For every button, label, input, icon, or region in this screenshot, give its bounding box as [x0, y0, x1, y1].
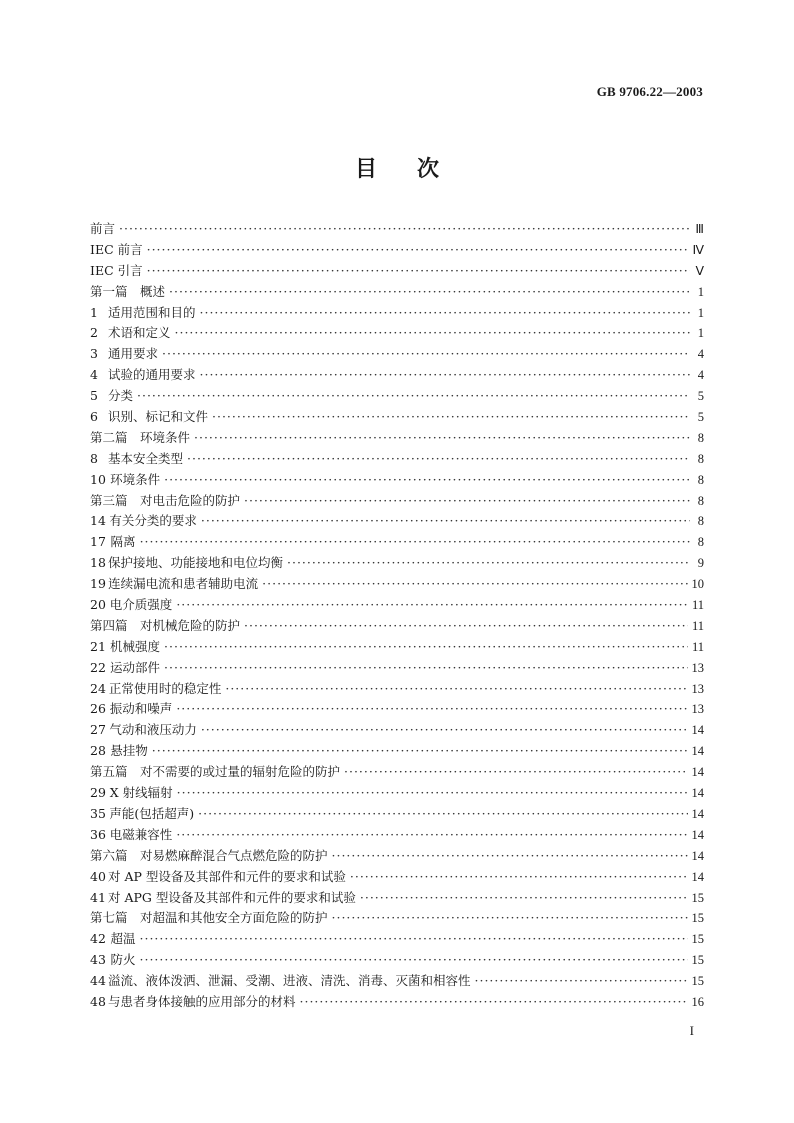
toc-entry[interactable]: [90, 762, 704, 783]
toc-entry-page: 15: [691, 974, 704, 989]
toc-leader-dots: [164, 637, 688, 658]
toc-entry-title: 连续漏电流和患者辅助电流: [108, 576, 259, 592]
toc-leader-dots: [152, 741, 688, 762]
toc-entry-page: 1: [697, 305, 704, 320]
toc-leader-dots: [119, 219, 690, 240]
toc-entry-page: 10: [691, 577, 704, 592]
toc-leader-dots: [175, 323, 690, 344]
toc-entry-page: 15: [691, 953, 704, 968]
table-of-contents: [90, 219, 704, 1013]
toc-entry-title: 气动和液压动力: [109, 722, 197, 738]
toc-entry-page: 8: [697, 535, 704, 550]
toc-entry-number: 14: [90, 513, 106, 529]
toc-leader-dots: [187, 449, 690, 470]
toc-leader-dots: [162, 344, 690, 365]
toc-entry-page: 9: [697, 556, 704, 571]
toc-entry-title: 有关分类的要求: [109, 513, 197, 529]
toc-entry-number: 19: [90, 576, 106, 592]
toc-entry-number: 24: [90, 680, 106, 696]
toc-entry-page: 8: [697, 493, 704, 508]
toc-entry-title: 适用范围和目的: [108, 304, 196, 320]
toc-entry[interactable]: [90, 992, 704, 1013]
toc-entry[interactable]: [90, 679, 704, 700]
toc-leader-dots: [147, 261, 690, 282]
toc-leader-dots: [225, 679, 687, 700]
toc-leader-dots: [300, 992, 688, 1013]
toc-entry-title: 对 AP 型设备及其部件和元件的要求和试验: [108, 868, 346, 884]
toc-entry[interactable]: [90, 846, 704, 867]
toc-entry-number: 1: [90, 304, 98, 320]
toc-entry-page: 14: [691, 806, 704, 821]
toc-leader-dots: [176, 825, 687, 846]
toc-entry[interactable]: [90, 888, 704, 909]
toc-leader-dots: [332, 846, 688, 867]
toc-entry-title: 第六篇 对易燃麻醉混合气点燃危险的防护: [90, 847, 328, 863]
toc-entry[interactable]: [90, 219, 704, 240]
toc-leader-dots: [344, 762, 687, 783]
toc-entry-number: 48: [90, 993, 106, 1009]
toc-entry-title: 基本安全类型: [108, 450, 184, 466]
toc-entry-title: 试验的通用要求: [108, 367, 196, 383]
toc-entry-page: 14: [691, 723, 704, 738]
toc-entry-number: 29: [90, 785, 106, 801]
toc-entry-number: 3: [90, 346, 98, 362]
toc-entry-number: 2: [90, 325, 98, 341]
toc-entry[interactable]: [90, 386, 704, 407]
toc-leader-dots: [176, 595, 688, 616]
toc-entry-title: 运动部件: [110, 659, 161, 675]
toc-entry[interactable]: [90, 365, 704, 386]
toc-entry-title: 悬挂物: [110, 743, 148, 759]
toc-entry[interactable]: [90, 699, 704, 720]
toc-entry-title: 对 APG 型设备及其部件和元件的要求和试验: [108, 889, 356, 905]
toc-entry-title: 第四篇 对机械危险的防护: [90, 617, 241, 633]
toc-entry-number: 6: [90, 409, 98, 425]
toc-entry-number: 22: [90, 659, 106, 675]
toc-leader-dots: [177, 783, 688, 804]
toc-leader-dots: [200, 365, 690, 386]
toc-entry-title: 第一篇 概述: [90, 283, 166, 299]
toc-entry-page: 8: [697, 451, 704, 466]
toc-entry-number: 18: [90, 555, 106, 571]
toc-entry-page: 11: [691, 618, 704, 633]
toc-entry-title: 超温: [110, 931, 136, 947]
toc-entry-page: 14: [691, 786, 704, 801]
toc-entry[interactable]: [90, 532, 704, 553]
toc-entry[interactable]: [90, 282, 704, 303]
toc-entry-page: 8: [697, 430, 704, 445]
toc-entry-title: 机械强度: [110, 638, 161, 654]
toc-entry-page: 14: [691, 848, 704, 863]
toc-entry[interactable]: [90, 428, 704, 449]
toc-leader-dots: [198, 804, 687, 825]
toc-entry-page: 11: [691, 639, 704, 654]
toc-leader-dots: [212, 407, 690, 428]
toc-entry-page: 11: [691, 598, 704, 613]
toc-entry-title: 保护接地、功能接地和电位均衡: [108, 555, 284, 571]
toc-entry-number: 44: [90, 973, 106, 989]
toc-entry-number: 42: [90, 931, 106, 947]
toc-entry-number: 5: [90, 388, 98, 404]
toc-leader-dots: [140, 532, 690, 553]
toc-entry-page: 14: [691, 765, 704, 780]
toc-entry-title: 振动和噪声: [109, 701, 173, 717]
toc-entry-title: 与患者身体接触的应用部分的材料: [108, 993, 296, 1009]
toc-entry-page: 4: [697, 347, 704, 362]
toc-leader-dots: [137, 386, 690, 407]
toc-entry-title: 第五篇 对不需要的或过量的辐射危险的防护: [90, 764, 341, 780]
toc-entry-page: 16: [691, 994, 704, 1009]
toc-entry-page: 15: [691, 932, 704, 947]
toc-entry[interactable]: [90, 929, 704, 950]
page-number: I: [689, 1023, 694, 1038]
toc-entry-number: 4: [90, 367, 98, 383]
toc-entry[interactable]: [90, 908, 704, 929]
toc-leader-dots: [244, 616, 688, 637]
toc-entry-number: 10: [90, 471, 106, 487]
toc-leader-dots: [287, 553, 690, 574]
toc-entry-page: 8: [697, 472, 704, 487]
toc-leader-dots: [140, 929, 688, 950]
toc-leader-dots: [147, 240, 689, 261]
toc-entry-title: 前言: [90, 221, 116, 236]
toc-entry[interactable]: [90, 595, 704, 616]
toc-leader-dots: [194, 428, 690, 449]
toc-entry-page: 13: [691, 681, 704, 696]
toc-entry-number: 36: [90, 826, 106, 842]
toc-entry[interactable]: [90, 261, 704, 282]
toc-entry-title: 分类: [108, 388, 134, 404]
toc-entry-title: X 射线辐射: [109, 785, 173, 801]
toc-entry-title: 第三篇 对电击危险的防护: [90, 492, 241, 508]
toc-entry-title: 术语和定义: [108, 325, 171, 341]
toc-entry-title: 正常使用时的稳定性: [108, 680, 222, 696]
toc-entry[interactable]: [90, 867, 704, 888]
toc-entry[interactable]: [90, 658, 704, 679]
toc-entry-page: 1: [697, 326, 704, 341]
toc-entry-number: 43: [90, 952, 106, 968]
toc-leader-dots: [350, 867, 688, 888]
toc-leader-dots: [176, 699, 687, 720]
toc-entry[interactable]: [90, 344, 704, 365]
toc-entry-title: 通用要求: [108, 346, 159, 362]
toc-entry-page: 4: [697, 368, 704, 383]
toc-entry-number: 17: [90, 534, 106, 550]
toc-leader-dots: [201, 511, 690, 532]
toc-entry-title: 声能(包括超声): [109, 805, 195, 821]
toc-leader-dots: [201, 720, 688, 741]
toc-leader-dots: [164, 658, 687, 679]
toc-entry-page: 5: [697, 410, 704, 425]
toc-entry[interactable]: [90, 407, 704, 428]
toc-leader-dots: [164, 470, 690, 491]
toc-entry-page: 14: [691, 827, 704, 842]
toc-entry-title: 防火: [110, 952, 136, 968]
toc-leader-dots: [332, 908, 688, 929]
toc-leader-dots: [475, 971, 688, 992]
toc-entry-page: 13: [691, 660, 704, 675]
toc-entry-title: 隔离: [110, 534, 136, 550]
toc-entry-number: 21: [90, 638, 106, 654]
toc-entry-number: 27: [90, 722, 106, 738]
toc-entry-number: 20: [90, 597, 106, 613]
toc-entry[interactable]: [90, 825, 704, 846]
toc-entry-page: 15: [691, 890, 704, 905]
toc-entry-title: 溢流、液体泼洒、泄漏、受潮、进液、清洗、消毒、灭菌和相容性: [108, 973, 471, 989]
toc-entry[interactable]: [90, 553, 704, 574]
toc-entry-number: 35: [90, 805, 106, 821]
toc-leader-dots: [140, 950, 688, 971]
toc-entry[interactable]: [90, 449, 704, 470]
toc-entry-title: IEC 引言: [90, 262, 143, 278]
toc-entry-title: IEC 前言: [90, 241, 143, 257]
toc-entry[interactable]: [90, 470, 704, 491]
toc-leader-dots: [200, 303, 690, 324]
toc-entry-title: 识别、标记和文件: [108, 409, 209, 425]
toc-entry[interactable]: [90, 240, 704, 261]
toc-entry-page: 15: [691, 911, 704, 926]
toc-entry-page: 14: [691, 869, 704, 884]
toc-entry[interactable]: [90, 323, 704, 344]
toc-entry[interactable]: [90, 511, 704, 532]
toc-entry[interactable]: [90, 741, 704, 762]
toc-entry-title: 电介质强度: [109, 597, 173, 613]
toc-entry[interactable]: [90, 971, 704, 992]
toc-entry-page: 13: [691, 702, 704, 717]
toc-entry-number: 26: [90, 701, 106, 717]
toc-leader-dots: [360, 888, 688, 909]
toc-entry-title: 环境条件: [110, 471, 161, 487]
toc-entry-title: 第二篇 环境条件: [90, 429, 191, 445]
toc-leader-dots: [244, 491, 690, 512]
toc-leader-dots: [169, 282, 690, 303]
toc-entry-number: 41: [90, 889, 106, 905]
page-title: 目次: [354, 156, 479, 182]
toc-entry[interactable]: [90, 950, 704, 971]
toc-entry[interactable]: [90, 804, 704, 825]
toc-entry[interactable]: [90, 616, 704, 637]
toc-entry[interactable]: [90, 491, 704, 512]
toc-entry-page: 1: [697, 284, 704, 299]
toc-entry-page: Ⅲ: [695, 222, 704, 236]
toc-entry-page: 14: [691, 744, 704, 759]
toc-entry[interactable]: [90, 720, 704, 741]
toc-entry[interactable]: [90, 637, 704, 658]
toc-entry-number: 40: [90, 868, 106, 884]
toc-entry-number: 28: [90, 743, 106, 759]
toc-entry-page: 5: [697, 389, 704, 404]
toc-leader-dots: [262, 574, 687, 595]
toc-entry[interactable]: [90, 574, 704, 595]
toc-entry-title: 第七篇 对超温和其他安全方面危险的防护: [90, 910, 328, 926]
toc-entry-title: 电磁兼容性: [109, 826, 173, 842]
toc-entry-page: Ⅳ: [692, 242, 704, 257]
toc-entry-page: Ⅴ: [695, 263, 704, 278]
toc-entry-page: 8: [697, 514, 704, 529]
standard-number: GB 9706.22—2003: [596, 84, 703, 99]
toc-entry[interactable]: [90, 303, 704, 324]
toc-entry[interactable]: [90, 783, 704, 804]
toc-entry-number: 8: [90, 450, 98, 466]
